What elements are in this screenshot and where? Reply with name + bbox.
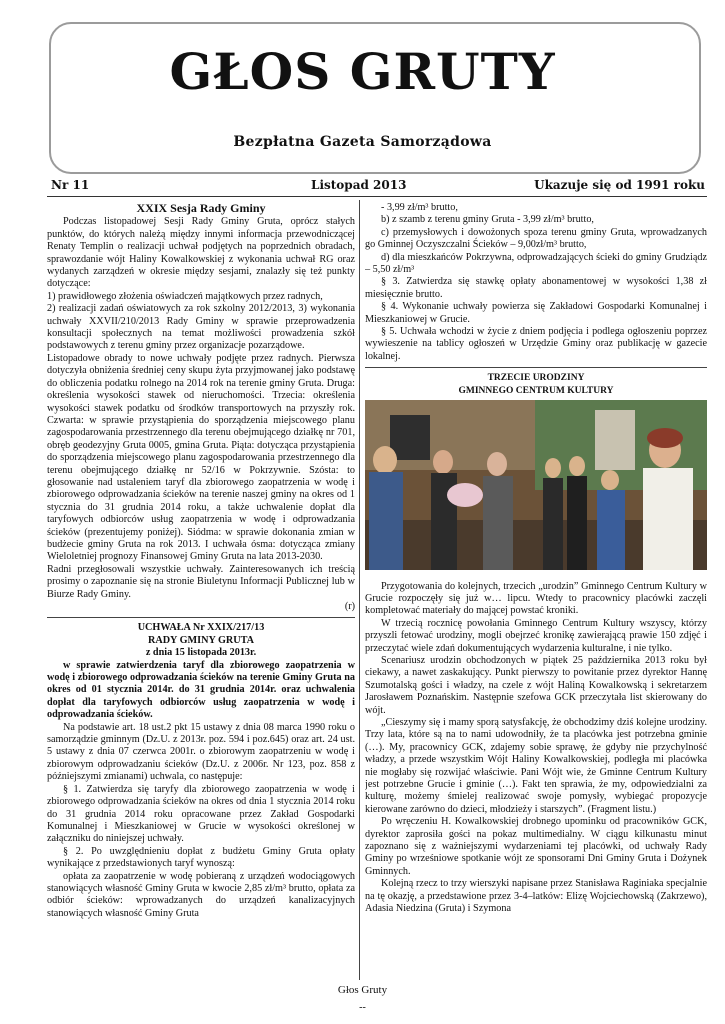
- article-heading: TRZECIE URODZINY: [487, 373, 585, 384]
- session-paragraph: Listopadowe obrady to nowe uchwały podjęte przez radnych. Pierwsza dotyczyła obniżenia średniej ceny skupu żyta przyjmowanej jako podstawę do obliczenia podatku rolnego na 2014 rok na terenie gminy Gruta. Druga: określenia wysokości stawek od nieruchomości. Trzecia: określenia wysokości stawek podatku od środków transportowych na przyszły rok. Czwarta: w sprawie przystąpienia do sporządzenia miejscowego planu zagospodarowania przestrzennego dla terenu obejmującego działkę nr 701, obręb geodezyjny Gruta 0005, gmina Gruta. Piąta: dotycząca przystąpienia do sporządzenia miejscowego planu zagospodarowania przestrzennego dla terenu obejmującego działkę nr 52/16 w Pokrzywnie. Szósta: to głosowanie nad ustaleniem taryf dla zbiorowego zaopatrzenia w wodę i zbiorowego odprowadzania ścieków na terenie naszej gminy na okres od 1 stycznia do 31 grudnia 2014 roku, a także uchwalenie dopłat dla taryfowych odbiorców usług zaopatrzenia w wodę i odprowadzania ścieków (prezentujemy poniżej). Siódma: w sprawie dokonania zmian w budżecie gminy Gruta na rok 2013. I uchwała ósma: dotycząca zmiany Wieloletniej prognozy Finansowej Gminy Gruta na lata 2013-2030.: [47, 352, 355, 563]
- resolution-paragraph: § 5. Uchwała wchodzi w życie z dniem podjęcia i podlega ogłoszeniu poprzez wywieszenie na tablicy ogłoszeń w Urzędzie Gminy oraz publikację w gazecie lokalnej.: [365, 326, 707, 362]
- tariff-item: c) przemysłowych i dowożonych spoza terenu gminy Gruta, wprowadzanych go Gminnej Oczyszczalni Ścieków – 9,00zł/m³ brutto,: [365, 226, 707, 251]
- resolution-subject: w sprawie zatwierdzenia taryf dla zbiorowego zaopatrzenia w wodę i zbiorowego odprowadzania ścieków na terenie Gminy Gruta na okres od 01 stycznia 2014r. do 31 grudnia 2014r. oraz uchwalenia dopłat dla taryfowych odbiorców usług zaopatrzenia w wodę i odprowadzania ścieków.: [47, 659, 355, 721]
- tariff-item: - 3,99 zł/m³ brutto,: [381, 202, 458, 213]
- resolution-paragraph: § 4. Wykonanie uchwały powierza się Zakładowi Gospodarki Komunalnej i Mieszkaniowej w Grucie.: [365, 301, 707, 325]
- session-paragraph: Radni przegłosowali wszystkie uchwały. Zainteresowanych ich treścią prosimy o zapoznanie się na stronie Biuletynu Informacji Publicznej lub w Biurze Rady Gminy.: [47, 563, 355, 600]
- footer-page: --: [359, 1002, 366, 1013]
- issue-date: Listopad 2013: [311, 178, 407, 192]
- article-paragraph: W trzecią rocznicę powołania Gminnego Centrum Kultury wszyscy, którzy przyszli fetować urodziny, mogli obejrzeć kronikę zawierającą prawie 150 zdjęć i przeczytać wiele zdań dokumentujących wydarzenia kulturalne, i nie tylko.: [365, 617, 707, 654]
- newspaper-title: GŁOS GRUTY: [169, 42, 556, 101]
- article-paragraph: Przygotowania do kolejnych, trzecich „urodzin” Gminnego Centrum Kultury w Grucie rozpoczęły się już w… lipcu. Wtedy to pracownicy placówki zaczęli kompletować materiały do mającej powstać kroniki.: [365, 580, 707, 617]
- author-signature: (r): [344, 601, 355, 612]
- resolution-number: UCHWAŁA Nr XXIX/217/13: [137, 622, 265, 634]
- section-rule: [47, 617, 355, 618]
- issue-info-bar: [47, 176, 707, 197]
- column-divider: [359, 200, 360, 980]
- resolution-date: z dnia 15 listopada 2013r.: [145, 647, 257, 659]
- issue-number: Nr 11: [51, 178, 90, 192]
- resolution-body: RADY GMINY GRUTA: [147, 634, 255, 646]
- section-rule: [365, 367, 707, 368]
- session-paragraph: Podczas listopadowej Sesji Rady Gminy Gruta, oprócz stałych punktów, do których należą między innymi informacja przewodniczącej Renaty Templin o realizacji uchwał podjętych na poprzednich obradach, sprawozdanie wójt Haliny Kowalkowskiej z wykonania uchwał RG oraz wydanych zarządzeń w okresie między sesjami, znalazły się też punkty dotyczące:: [47, 216, 355, 290]
- article-paragraph: Po wręczeniu H. Kowalkowskiej drobnego upominku od pracowników GCK, dyrektor zaprosiła gości na pokaz multimedialny. W ciągu kilkunastu minut zapoznano się z ważniejszymi wydarzeniami tej placówki, od uchwały Rady Gminy po wrześniowe spotkanie wójt ze sponsorami Dni Gminy Gruta i Dożynek Gminnych.: [365, 816, 707, 877]
- event-photo: [365, 400, 707, 570]
- article-paragraph: „Cieszymy się i mamy sporą satysfakcję, że obchodzimy dziś kolejne urodziny. Trzy lata, które są na to nami udowodniły, że ta placówka jest potrzebna gminie (…). My, pracownicy GCK, zdajemy sobie sprawę, że gdyby nie przychylność władzy, a przede wszystkim Wójt Haliny Kowalkowskiej, podległa mi placówka nie mogłaby się rozwijać właściwie. Pani Wójt wie, że Gminne Centrum Kultury jest potrzebne Grucie i gminie (…). Fakt ten sprawia, że my, odpowiedzialni za kulturę, możemy śmielej realizować swoje pomysły, wybiegać propozycje kierowane zarówno do dzieci, młodzieży i starszych”. (Fragment listu.): [365, 716, 707, 815]
- article-heading: GMINNEGO CENTRUM KULTURY: [458, 385, 614, 396]
- resolution-paragraph: § 1. Zatwierdza się taryfy dla zbiorowego zaopatrzenia w wodę i zbiorowego odprowadzania ścieków na okres od dnia 1 stycznia 2014 roku do 31 grudnia 2014 roku opracowane przez Zakład Gospodarki Komunalnej i Mieszkaniowej w Grucie w wysokości określonej w załączniku do niniejszej uchwały.: [47, 783, 355, 845]
- left-column: [47, 202, 355, 972]
- article-paragraph: Kolejną rzecz to trzy wierszyki napisane przez Stanisława Raginiaka specjalnie na tę okazję, a przedstawione przez 3-4–latków: Elizę Wojciechowską (Zakrzewo), Adasia Niedzina (Gruta) i Szymona: [365, 878, 707, 915]
- article-paragraph: Scenariusz urodzin obchodzonych w piątek 25 października 2013 roku był ciekawy, a nawet zaskakujący. Punkt pierwszy to powitanie przez dyrektor Hannę Szumotalską gości i władzy, na czele z wójt Haliną Kowalkowską i sekretarzem Jarosławem Poznańskim. Następnie szefowa GCK przeczytała list skierowany do wójt.: [365, 654, 707, 716]
- resolution-paragraph: § 3. Zatwierdza się stawkę opłaty abonamentowej w wysokości 1,38 zł miesięcznie brutto.: [365, 276, 707, 300]
- resolution-paragraph: opłata za zaopatrzenie w wodę pobieraną z urządzeń wodociągowych stanowiących własność Gminy Gruta w kwocie 2,85 zł/m³ brutto, opłata za odbiór ścieków: wprowadzanych do urządzeń kanalizacyjnych stanowiących własność Gminy Gruta: [47, 870, 355, 919]
- tariff-item: d) dla mieszkańców Pokrzywna, odprowadzających ścieki do gminy Grudziądz – 5,50 zł/m³: [365, 251, 707, 276]
- footer-name: Głos Gruty: [337, 984, 388, 996]
- session-heading: XXIX Sesja Rady Gminy: [136, 202, 266, 215]
- session-list-item: 2) realizacji zadań oświatowych za rok szkolny 2012/2013, 3) wykonania uchwały XXVII/210/2013 Rady Gminy w sprawie przeprowadzenia konsultacji społecznych na temat możliwości prowadzenia szkół podstawowych z terenu gminy przez organizacje pozarządowe.: [47, 303, 355, 352]
- right-column: [365, 202, 707, 972]
- newspaper-subtitle: Bezpłatna Gazeta Samorządowa: [233, 134, 492, 150]
- resolution-paragraph: § 2. Po uwzględnieniu dopłat z budżetu Gminy Gruta opłaty wynikające z przedstawionych taryf wynoszą:: [47, 845, 355, 870]
- tariff-item: b) z szamb z terenu gminy Gruta - 3,99 zł/m³ brutto,: [381, 214, 594, 226]
- session-list-item: 1) prawidłowego złożenia oświadczeń majątkowych przez radnych,: [47, 290, 323, 302]
- issue-since: Ukazuje się od 1991 roku: [534, 178, 705, 192]
- resolution-paragraph: Na podstawie art. 18 ust.2 pkt 15 ustawy z dnia 08 marca 1990 roku o samorządzie gminnym (Dz.U. z 2013r. poz. 594 i poz.645) oraz art. 24 ust. 5 ustawy z dnia 07 czerwca 2001r. o zbiorowym zaopatrzeniu w wodę i zbiorowym odprowadzaniu ścieków (Dz.U. z 2006r. Nr 123, poz. 858 z późniejszymi zmianami) uchwala, co następuje:: [47, 721, 355, 783]
